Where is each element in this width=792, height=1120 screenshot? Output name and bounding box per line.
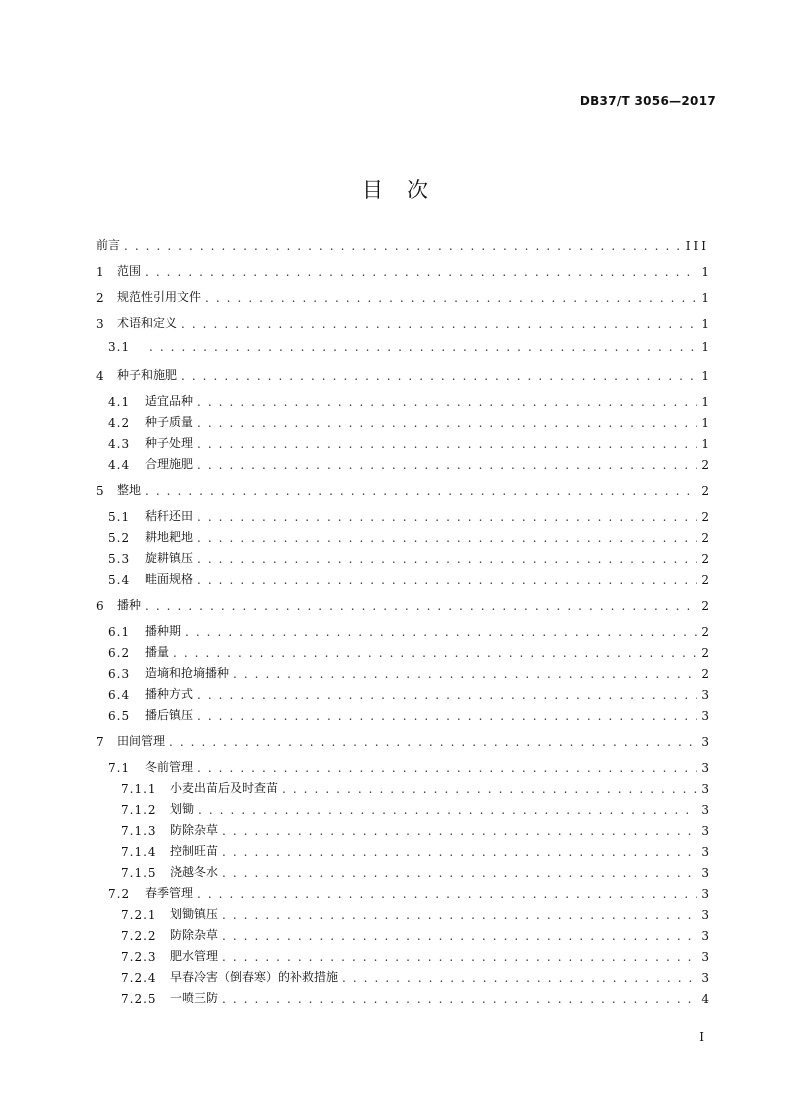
toc-entry[interactable] — [108, 549, 709, 566]
dot-leader — [169, 735, 697, 749]
dot-leader — [181, 317, 697, 331]
toc-entry-page: 2 — [701, 458, 709, 472]
toc-heading-char-2: 次 — [407, 178, 430, 202]
toc-entry-page: 3 — [701, 761, 709, 775]
toc-heading — [0, 174, 792, 204]
toc-entry-label: 肥水管理 — [170, 949, 219, 963]
toc-entry-label: 播种方式 — [145, 687, 194, 701]
dot-leader — [197, 573, 697, 587]
toc-entry-page: 1 — [701, 369, 709, 383]
toc-entry-number: 7.1.5 — [121, 866, 157, 880]
toc-entry[interactable] — [108, 413, 709, 430]
toc-entry-number: 6.1 — [108, 625, 131, 639]
toc-entry-page: 1 — [701, 317, 709, 331]
dot-leader — [197, 887, 697, 901]
toc-entry[interactable] — [108, 434, 709, 451]
document-code: DB37/T 3056—2017 — [579, 94, 716, 108]
toc-entry[interactable] — [96, 236, 709, 253]
dot-leader — [342, 971, 697, 985]
toc-entry-label: 种子质量 — [145, 415, 194, 429]
toc-entry-label: 规范性引用文件 — [117, 290, 202, 304]
toc-entry-label: 早春冷害（倒春寒）的补救措施 — [170, 970, 339, 984]
dot-leader — [197, 510, 697, 524]
toc-entry-label: 造墒和抢墒播种 — [145, 666, 230, 680]
dot-leader — [222, 908, 697, 922]
toc-entry[interactable] — [121, 989, 709, 1006]
toc-entry-page: 3 — [701, 950, 709, 964]
toc-entry-label: 术语和定义 — [117, 316, 178, 330]
dot-leader — [181, 369, 697, 383]
toc-entry[interactable] — [96, 314, 709, 331]
toc-entry-page: 1 — [701, 395, 709, 409]
dot-leader — [222, 866, 697, 880]
toc-entry-page: 2 — [701, 625, 709, 639]
toc-entry-label: 秸秆还田 — [145, 509, 194, 523]
dot-leader — [233, 667, 697, 681]
toc-entry[interactable] — [108, 685, 709, 702]
toc-entry-page: 4 — [701, 992, 709, 1006]
toc-entry-label: 浇越冬水 — [170, 865, 219, 879]
toc-entry-number: 7.1 — [108, 761, 131, 775]
dot-leader — [197, 416, 697, 430]
toc-entry-label: 耕地耙地 — [145, 530, 194, 544]
toc-heading-char-1: 目 — [362, 178, 385, 202]
toc-entry-page: 3 — [701, 908, 709, 922]
toc-entry-page: 2 — [701, 552, 709, 566]
dot-leader — [222, 929, 697, 943]
toc-entry-number: 7.1.1 — [121, 782, 157, 796]
toc-entry-page: 2 — [701, 484, 709, 498]
toc-entry-page: 2 — [701, 599, 709, 613]
toc-entry-label: 防除杂草 — [170, 823, 219, 837]
toc-entry[interactable] — [121, 926, 709, 943]
dot-leader — [222, 845, 697, 859]
toc-entry-label: 播种期 — [145, 624, 182, 638]
toc-entry[interactable] — [121, 968, 709, 985]
toc-entry-number: 5.4 — [108, 573, 131, 587]
dot-leader — [145, 265, 697, 279]
toc-entry[interactable] — [96, 366, 709, 383]
toc-entry[interactable] — [108, 455, 709, 472]
toc-entry-number: 5.3 — [108, 552, 131, 566]
toc-entry-number: 5 — [96, 484, 105, 498]
toc-entry[interactable] — [96, 596, 709, 613]
toc-entry-page: 2 — [701, 573, 709, 587]
toc-entry-page: 1 — [701, 340, 709, 354]
dot-leader — [197, 531, 697, 545]
toc-entry-number: 2 — [96, 291, 105, 305]
toc-entry-page: 3 — [701, 929, 709, 943]
toc-entry-label: 适宜品种 — [145, 394, 194, 408]
toc-entry-number: 7.1.4 — [121, 845, 157, 859]
toc-entry-number: 7.2.4 — [121, 971, 157, 985]
toc-entry-number: 7.2.2 — [121, 929, 157, 943]
dot-leader — [222, 992, 697, 1006]
dot-leader — [185, 625, 697, 639]
page-number: I — [699, 1030, 704, 1044]
dot-leader — [222, 824, 697, 838]
dot-leader — [197, 395, 697, 409]
toc-entry-label: 范围 — [117, 264, 142, 278]
toc-entry-number: 1 — [96, 265, 105, 279]
toc-entry-label: 播量 — [145, 645, 170, 659]
toc-entry[interactable] — [121, 821, 709, 838]
toc-entry-label: 春季管理 — [145, 886, 194, 900]
toc-entry-label: 防除杂草 — [170, 928, 219, 942]
dot-leader — [222, 950, 697, 964]
toc-entry[interactable] — [108, 507, 709, 524]
dot-leader — [197, 458, 697, 472]
toc-entry[interactable] — [121, 800, 709, 817]
dot-leader — [197, 688, 697, 702]
toc-entry-page: 3 — [701, 709, 709, 723]
toc-entry-page: 2 — [701, 667, 709, 681]
toc-entry-page: 3 — [701, 735, 709, 749]
toc-entry[interactable] — [108, 706, 709, 723]
toc-entry-number: 4.3 — [108, 437, 131, 451]
toc-entry[interactable] — [121, 947, 709, 964]
toc-entry-page: 1 — [701, 265, 709, 279]
toc-entry-number: 7.2.5 — [121, 992, 157, 1006]
dot-leader — [124, 239, 682, 253]
toc-entry-page: 1 — [701, 437, 709, 451]
toc-entry-number: 6.5 — [108, 709, 131, 723]
toc-entry-number: 3.1 — [108, 340, 131, 354]
toc-entry[interactable] — [96, 732, 709, 749]
toc-entry-page: 3 — [701, 887, 709, 901]
toc-entry-number: 6.4 — [108, 688, 131, 702]
toc-entry-label: 划锄 — [170, 802, 195, 816]
dot-leader — [145, 599, 697, 613]
dot-leader — [197, 709, 697, 723]
toc-entry[interactable] — [108, 664, 709, 681]
toc-entry-label: 播种 — [117, 598, 142, 612]
toc-entry-page: 2 — [701, 531, 709, 545]
toc-entry-number: 7.2.1 — [121, 908, 157, 922]
dot-leader — [145, 484, 697, 498]
toc-entry-label: 种子处理 — [145, 436, 194, 450]
toc-entry-number: 3 — [96, 317, 105, 331]
dot-leader — [197, 437, 697, 451]
dot-leader — [173, 646, 697, 660]
toc-entry-label: 划锄镇压 — [170, 907, 219, 921]
toc-entry[interactable] — [96, 262, 709, 279]
toc-entry-number: 7.1.2 — [121, 803, 157, 817]
toc-entry-number: 7.1.3 — [121, 824, 157, 838]
toc-entry-page: 2 — [701, 646, 709, 660]
toc-entry-number: 7.2 — [108, 887, 131, 901]
toc-entry-page: 1 — [701, 416, 709, 430]
toc-entry-label: 畦面规格 — [145, 572, 194, 586]
toc-entry-number: 6 — [96, 599, 105, 613]
toc-entry-label: 小麦出苗后及时查苗 — [170, 781, 279, 795]
toc-entry[interactable] — [121, 863, 709, 880]
dot-leader — [198, 803, 697, 817]
toc-entry[interactable] — [108, 528, 709, 545]
toc-entry[interactable] — [121, 842, 709, 859]
toc-entry-label: 种子和施肥 — [117, 368, 178, 382]
dot-leader — [282, 782, 697, 796]
toc-entry-page: 3 — [701, 866, 709, 880]
toc-entry[interactable] — [96, 288, 709, 305]
toc-entry-page: 3 — [701, 688, 709, 702]
toc-entry[interactable] — [121, 905, 709, 922]
toc-entry-number: 6.2 — [108, 646, 131, 660]
toc-entry-page: 3 — [701, 971, 709, 985]
toc-entry[interactable] — [108, 758, 709, 775]
toc-entry-page: III — [685, 239, 709, 253]
toc-entry-number: 4.1 — [108, 395, 131, 409]
toc-entry-page: 3 — [701, 782, 709, 796]
dot-leader — [197, 552, 697, 566]
toc-entry-number: 5.2 — [108, 531, 131, 545]
toc-entry[interactable] — [121, 779, 709, 796]
toc-entry[interactable] — [96, 481, 709, 498]
toc-entry-number: 6.3 — [108, 667, 131, 681]
toc-entry-label: 前言 — [96, 238, 121, 252]
toc-entry[interactable] — [108, 643, 709, 660]
toc-entry-label: 控制旺苗 — [170, 844, 219, 858]
toc-entry-page: 2 — [701, 510, 709, 524]
toc-entry-label: 播后镇压 — [145, 708, 194, 722]
toc-entry[interactable] — [108, 340, 709, 354]
toc-entry-page: 1 — [701, 291, 709, 305]
toc-entry-label: 田间管理 — [117, 734, 166, 748]
toc-entry-label: 冬前管理 — [145, 760, 194, 774]
toc-entry-page: 3 — [701, 845, 709, 859]
toc-entry[interactable] — [108, 884, 709, 901]
toc-entry-number: 7.2.3 — [121, 950, 157, 964]
toc-entry-number: 5.1 — [108, 510, 131, 524]
toc-entry-label: 旋耕镇压 — [145, 551, 194, 565]
toc-entry[interactable] — [108, 392, 709, 409]
toc-entry-label: 一喷三防 — [170, 991, 219, 1005]
toc-entry[interactable] — [108, 570, 709, 587]
toc-entry-number: 7 — [96, 735, 105, 749]
toc-entry-page: 3 — [701, 824, 709, 838]
toc-entry-number: 4.2 — [108, 416, 131, 430]
toc-entry-number: 4 — [96, 369, 105, 383]
dot-leader — [197, 761, 697, 775]
dot-leader — [205, 291, 697, 305]
toc-entry-number: 4.4 — [108, 458, 131, 472]
toc-entry-label: 合理施肥 — [145, 457, 194, 471]
dot-leader — [149, 340, 697, 354]
toc-entry-page: 3 — [701, 803, 709, 817]
toc-entry-label: 整地 — [117, 483, 142, 497]
toc-entry[interactable] — [108, 622, 709, 639]
